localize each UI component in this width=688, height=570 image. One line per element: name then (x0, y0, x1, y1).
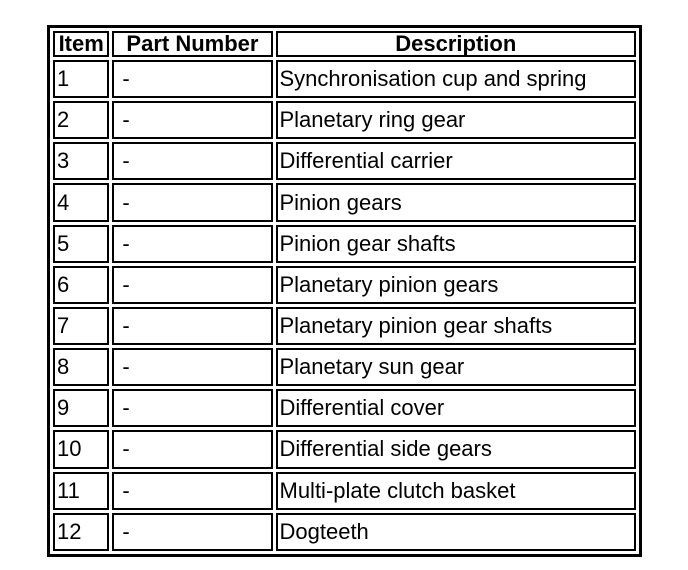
cell-item: 6 (53, 266, 109, 304)
cell-description: Pinion gears (276, 183, 637, 221)
cell-item: 11 (53, 472, 109, 510)
table-row (53, 101, 636, 139)
column-header-description: Description (276, 31, 637, 57)
cell-description: Differential side gears (276, 430, 637, 468)
table-row (53, 225, 636, 263)
parts-table (50, 28, 639, 554)
cell-part-number: - (112, 513, 272, 551)
cell-part-number: - (112, 60, 272, 98)
cell-item: 10 (53, 430, 109, 468)
cell-item: 5 (53, 225, 109, 263)
cell-description: Planetary sun gear (276, 348, 637, 386)
cell-part-number: - (112, 225, 272, 263)
cell-part-number: - (112, 142, 272, 180)
cell-description: Planetary pinion gears (276, 266, 637, 304)
table-row (53, 307, 636, 345)
table-row (53, 348, 636, 386)
cell-item: 8 (53, 348, 109, 386)
cell-item: 3 (53, 142, 109, 180)
cell-description: Dogteeth (276, 513, 637, 551)
cell-description: Differential cover (276, 389, 637, 427)
table-row (53, 60, 636, 98)
cell-part-number: - (112, 389, 272, 427)
table-row (53, 513, 636, 551)
table-row (53, 142, 636, 180)
cell-item: 4 (53, 183, 109, 221)
cell-part-number: - (112, 183, 272, 221)
cell-part-number: - (112, 266, 272, 304)
cell-item: 9 (53, 389, 109, 427)
column-header-part-number: Part Number (112, 31, 272, 57)
parts-table-frame (47, 25, 642, 557)
cell-description: Differential carrier (276, 142, 637, 180)
cell-part-number: - (112, 348, 272, 386)
cell-description: Planetary pinion gear shafts (276, 307, 637, 345)
cell-part-number: - (112, 307, 272, 345)
cell-description: Pinion gear shafts (276, 225, 637, 263)
cell-item: 7 (53, 307, 109, 345)
cell-part-number: - (112, 430, 272, 468)
cell-item: 2 (53, 101, 109, 139)
table-row (53, 389, 636, 427)
table-header-row (53, 31, 636, 57)
cell-description: Multi-plate clutch basket (276, 472, 637, 510)
table-row (53, 183, 636, 221)
table-row (53, 266, 636, 304)
cell-description: Planetary ring gear (276, 101, 637, 139)
cell-part-number: - (112, 472, 272, 510)
table-row (53, 430, 636, 468)
cell-part-number: - (112, 101, 272, 139)
table-row (53, 472, 636, 510)
column-header-item: Item (53, 31, 109, 57)
cell-item: 12 (53, 513, 109, 551)
cell-item: 1 (53, 60, 109, 98)
cell-description: Synchronisation cup and spring (276, 60, 637, 98)
